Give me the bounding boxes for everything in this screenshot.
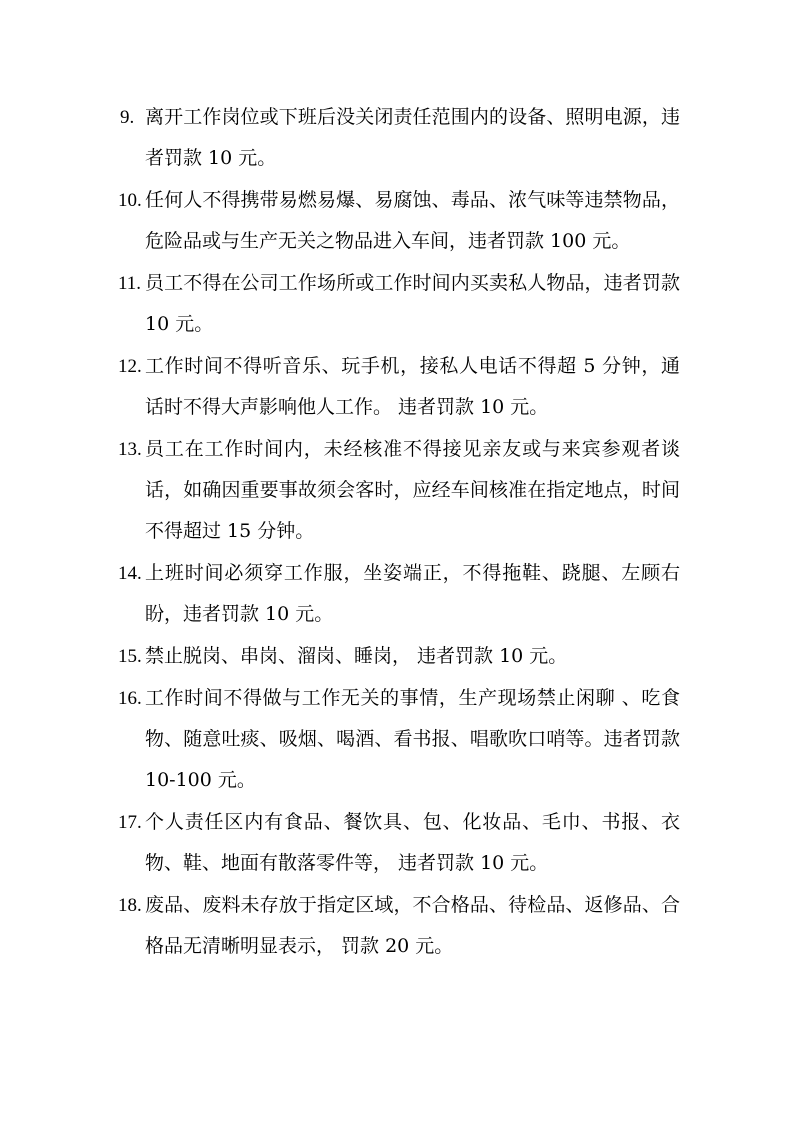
rule-text: 任何人不得携带易燃易爆、易腐蚀、毒品、浓气味等违禁物品，危险品或与生产无关之物品进入车间，违者罚款 100 元。 xyxy=(145,189,680,252)
rule-item xyxy=(120,553,680,635)
rule-number: 18. xyxy=(118,895,142,916)
rule-item xyxy=(120,180,680,262)
rule-text: 个人责任区内有食品、餐饮具、包、化妆品、毛巾、书报、衣物、鞋、地面有散落零件等， 违者罚款 10 元。 xyxy=(145,811,680,874)
rule-number: 10. xyxy=(118,190,142,211)
rule-text: 工作时间不得听音乐、玩手机，接私人电话不得超 5 分钟，通话时不得大声影响他人工作。 违者罚款 10 元。 xyxy=(145,355,680,418)
rule-number: 15. xyxy=(118,646,142,667)
rule-text: 上班时间必须穿工作服，坐姿端正，不得拖鞋、跷腿、左顾右盼，违者罚款 10 元。 xyxy=(145,562,680,625)
rule-item xyxy=(120,263,680,345)
rule-item xyxy=(120,885,680,967)
rule-text: 废品、废料未存放于指定区域，不合格品、待检品、返修品、合格品无清晰明显表示， 罚款 20 元。 xyxy=(145,894,680,957)
rule-number: 17. xyxy=(118,812,142,833)
rule-item xyxy=(120,678,680,801)
rule-number: 12. xyxy=(118,356,142,377)
rule-text: 员工不得在公司工作场所或工作时间内买卖私人物品，违者罚款 10 元。 xyxy=(145,272,680,335)
rule-number: 11. xyxy=(118,273,142,294)
rule-item xyxy=(120,346,680,428)
rule-item xyxy=(120,636,680,677)
rule-text: 离开工作岗位或下班后没关闭责任范围内的设备、照明电源，违者罚款 10 元。 xyxy=(145,106,680,169)
rule-text: 工作时间不得做与工作无关的事情，生产现场禁止闲聊 、吃食物、随意吐痰、吸烟、喝酒、看书报、唱歌吹口哨等。违者罚款 10-100 元。 xyxy=(145,687,680,791)
rule-number: 13. xyxy=(118,439,142,460)
rule-number: 16. xyxy=(118,688,142,709)
rule-number: 9. xyxy=(120,107,135,128)
rules-list xyxy=(120,97,680,968)
rule-item xyxy=(120,802,680,884)
rule-item xyxy=(120,429,680,552)
rule-text: 员工在工作时间内，未经核准不得接见亲友或与来宾参观者谈话，如确因重要事故须会客时，应经车间核准在指定地点，时间不得超过 15 分钟。 xyxy=(145,438,680,542)
rule-text: 禁止脱岗、串岗、溜岗、睡岗， 违者罚款 10 元。 xyxy=(145,645,568,667)
rule-number: 14. xyxy=(118,563,142,584)
rule-item xyxy=(120,97,680,179)
